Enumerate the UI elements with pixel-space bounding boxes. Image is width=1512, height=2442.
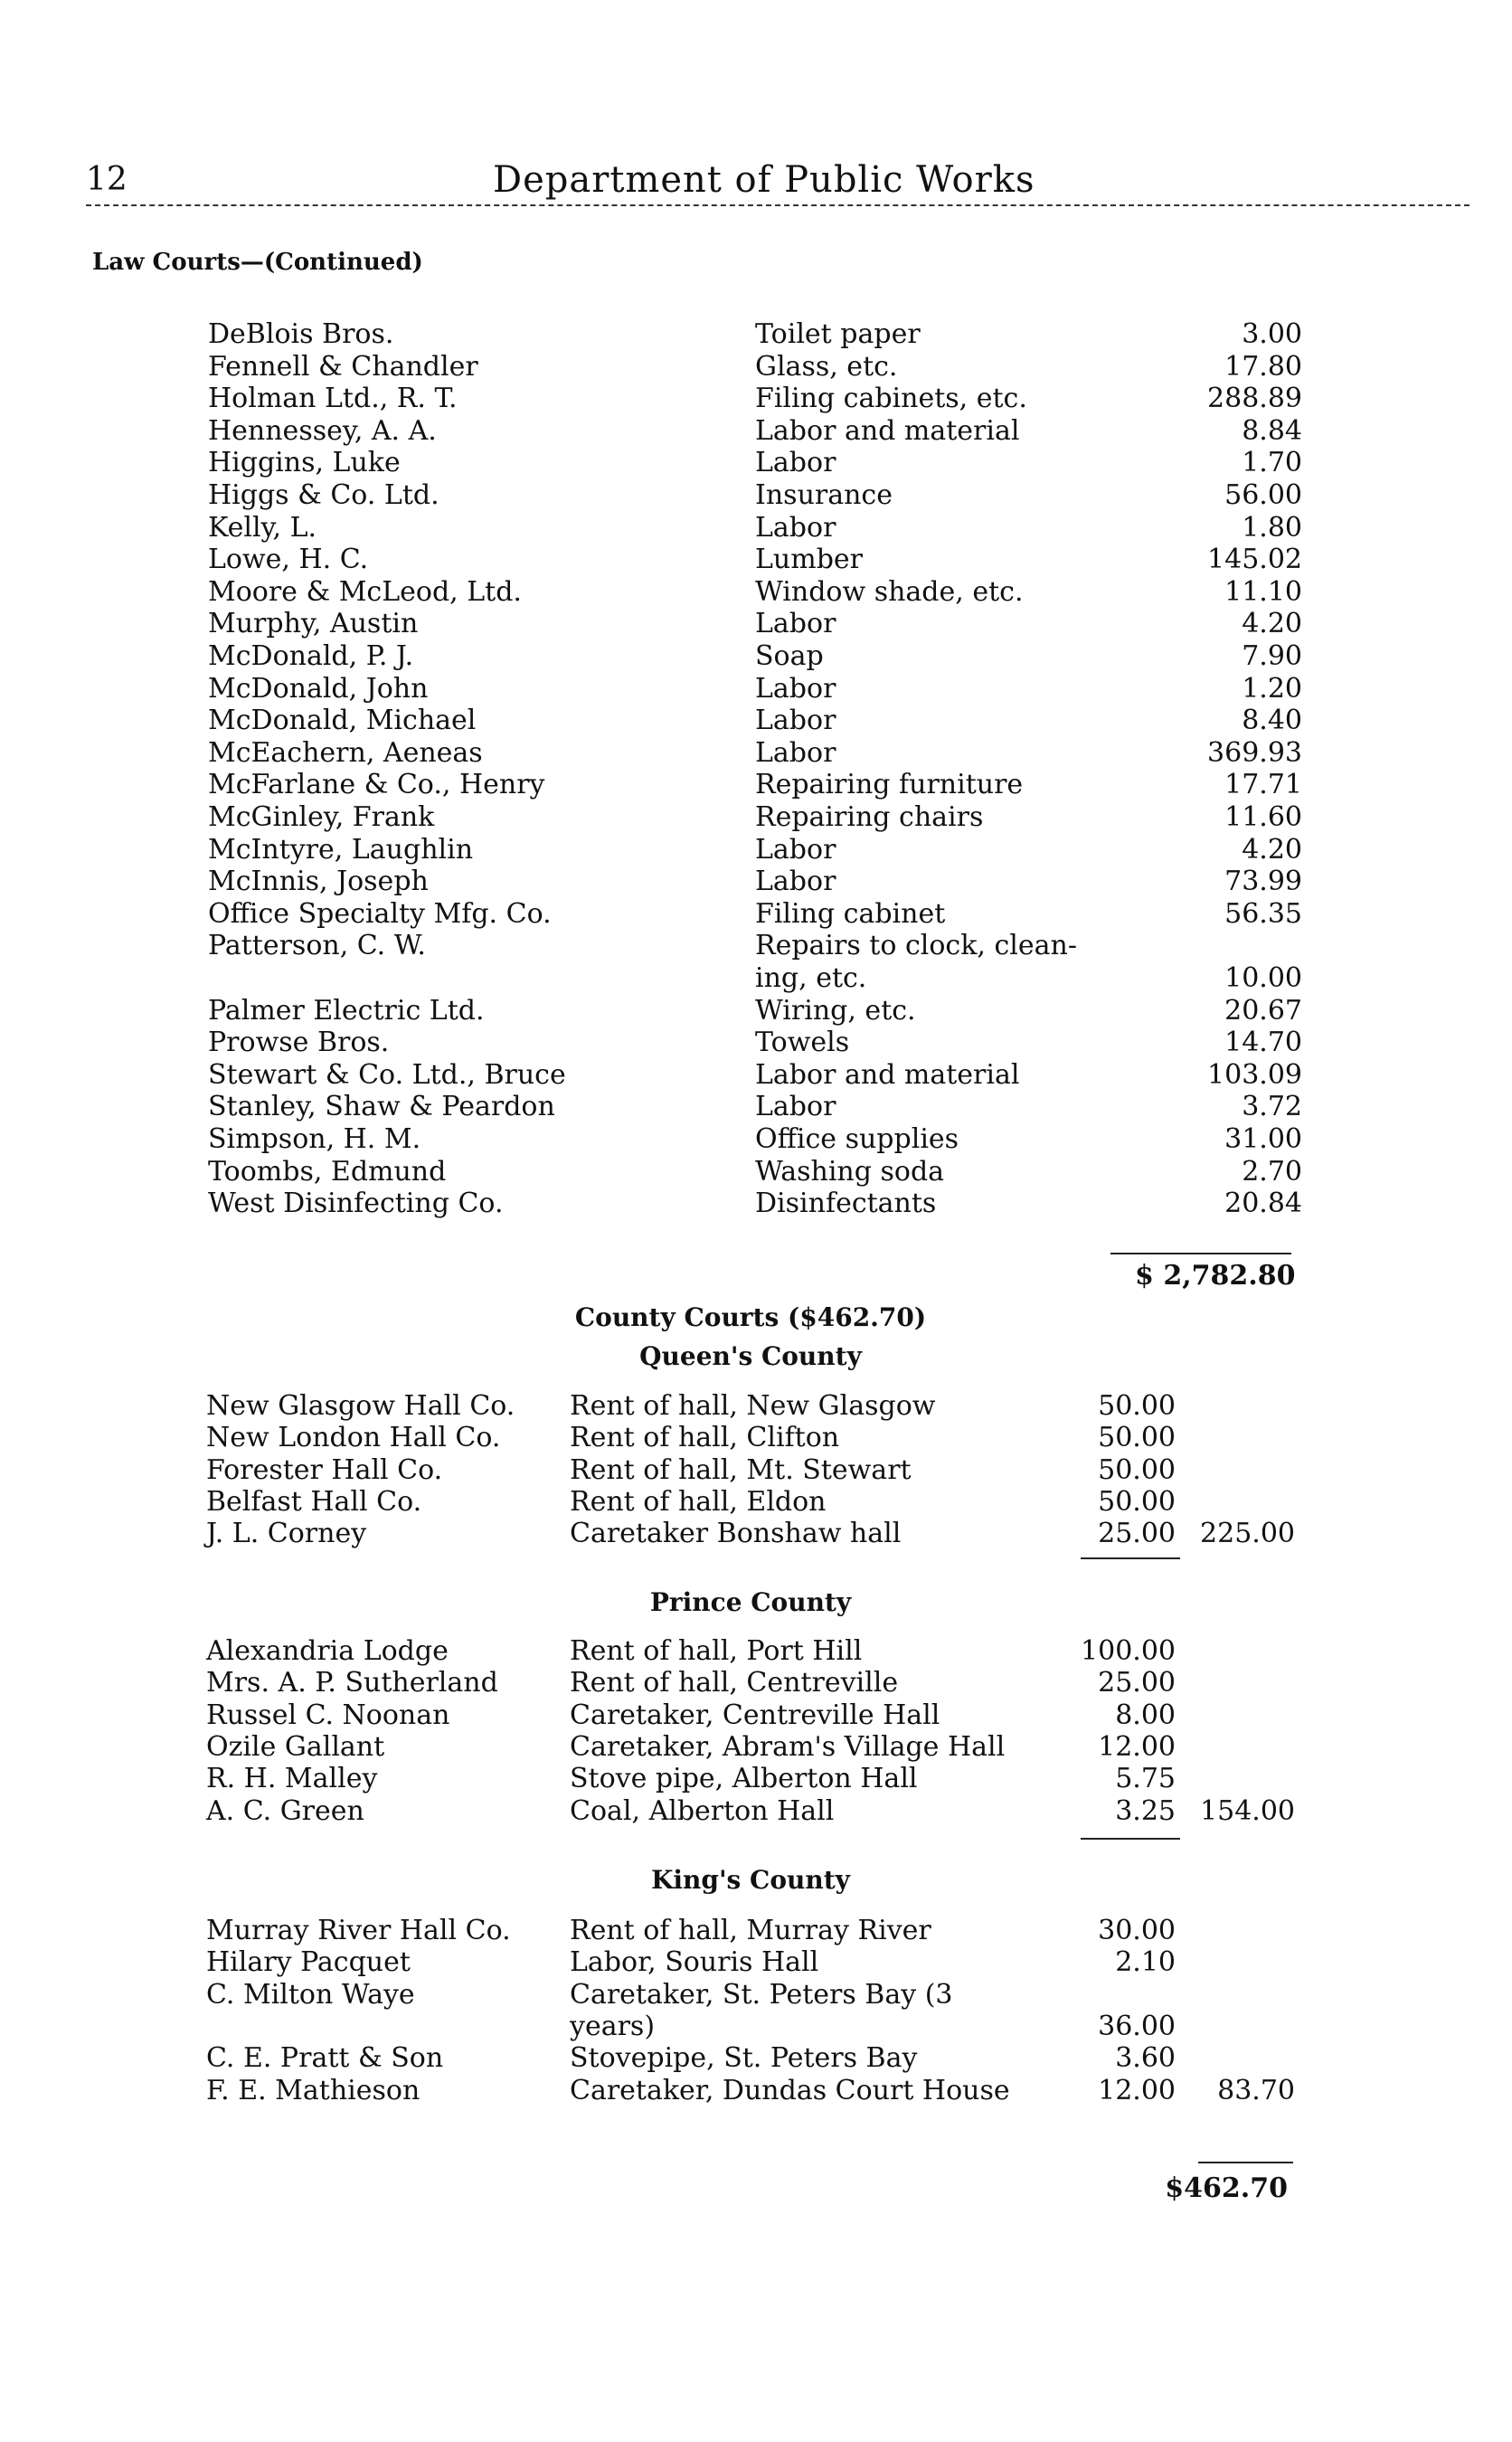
item-description: Toilet paper [755,318,921,350]
amount: 12.00 [1098,1730,1176,1763]
payee-name: Forester Hall Co. [206,1453,443,1486]
payee-name: Higgins, Luke [208,447,401,479]
item-description: Soap [755,640,824,672]
payee-name: New Glasgow Hall Co. [206,1390,515,1422]
item-description: Window shade, etc. [755,575,1024,608]
amount: 3.00 [1242,318,1302,350]
amount: 30.00 [1098,1915,1176,1946]
amount: 10.00 [1224,962,1302,994]
payee-name: McDonald, P. J. [208,640,414,672]
item-description: Caretaker, Centreville Hall [570,1699,940,1731]
item-description: Labor and material [755,414,1020,447]
county-courts-title: County Courts ($462.70) [574,1302,927,1332]
payee-name: Toombs, Edmund [208,1155,447,1188]
payee-name: F. E. Mathieson [206,2074,421,2106]
expense-row [0,608,1512,640]
expense-row [0,962,1512,995]
item-description: Labor [755,672,836,705]
payee-name: DeBlois Bros. [208,318,394,350]
header-rule [86,204,1469,206]
amount: 1.70 [1242,447,1302,479]
expense-row [0,866,1512,898]
expense-row [0,1059,1512,1092]
amount: 2.10 [1115,1946,1176,1979]
amount: 103.09 [1207,1058,1302,1091]
expense-row [0,1123,1512,1156]
county-title: King's County [651,1865,850,1895]
expense-row [0,640,1512,673]
amount: 8.84 [1242,414,1302,447]
county-row [0,1486,1512,1519]
item-description: Labor [755,833,836,866]
amount: 12.00 [1098,2074,1176,2106]
payee-name: Holman Ltd., R. T. [208,383,458,415]
amount: 56.35 [1224,897,1302,930]
county-subtotal-rule [1081,1557,1180,1559]
page-title: Department of Public Works [493,159,1035,201]
amount: 17.80 [1224,350,1302,383]
payee-name: Stanley, Shaw & Peardon [208,1091,555,1123]
item-description: ing, etc. [755,962,867,994]
law-total-rule [1110,1253,1291,1254]
county-row [0,1915,1512,1947]
item-description: Labor [755,447,836,479]
amount: 25.00 [1098,1667,1176,1699]
item-description: Towels [755,1027,850,1059]
payee-name: Kelly, L. [208,511,317,544]
payee-name: J. L. Corney [206,1518,367,1550]
amount: 17.71 [1224,769,1302,801]
item-description: Stovepipe, St. Peters Bay [570,2042,918,2075]
item-description: Rent of hall, Clifton [570,1422,840,1454]
payee-name: Alexandria Lodge [206,1635,449,1667]
expense-row [0,544,1512,576]
item-description: Caretaker, Dundas Court House [570,2074,1010,2106]
item-description: Caretaker, St. Peters Bay (3 [570,1978,953,2011]
payee-name: Hilary Pacquet [206,1946,411,1979]
amount: 5.75 [1115,1763,1176,1795]
expense-row [0,1156,1512,1188]
item-description: Rent of hall, Murray River [570,1915,931,1946]
expense-row [0,801,1512,834]
amount: 50.00 [1098,1390,1176,1422]
amount: 50.00 [1098,1453,1176,1486]
payee-name: Office Specialty Mfg. Co. [208,897,552,930]
amount: 56.00 [1224,479,1302,511]
payee-name: Mrs. A. P. Sutherland [206,1667,498,1699]
payee-name: C. Milton Waye [206,1978,415,2011]
payee-name: Simpson, H. M. [208,1123,421,1155]
payee-name: Higgs & Co. Ltd. [208,479,439,511]
payee-name: New London Hall Co. [206,1422,501,1454]
item-description: Rent of hall, Port Hill [570,1635,863,1667]
section-title: Law Courts—(Continued) [92,249,423,276]
amount: 20.67 [1224,994,1302,1027]
amount: 7.90 [1242,640,1302,672]
amount: 100.00 [1081,1635,1176,1667]
payee-name: McFarlane & Co., Henry [208,769,545,801]
county-subtotal: 83.70 [1217,2074,1295,2106]
county-courts-total: $462.70 [1165,2172,1288,2204]
amount: 1.80 [1242,511,1302,544]
county-title: Prince County [649,1587,852,1617]
payee-name: Belfast Hall Co. [206,1485,422,1518]
expense-row [0,1027,1512,1059]
amount: 14.70 [1224,1027,1302,1059]
expense-row [0,673,1512,705]
amount: 36.00 [1098,2010,1176,2042]
amount: 50.00 [1098,1485,1176,1518]
payee-name: Stewart & Co. Ltd., Bruce [208,1058,566,1091]
payee-name: Prowse Bros. [208,1027,390,1059]
expense-row [0,383,1512,415]
payee-name: C. E. Pratt & Son [206,2042,444,2075]
item-description: Lumber [755,544,863,576]
amount: 3.25 [1115,1794,1176,1827]
county-row [0,1946,1512,1979]
item-description: Insurance [755,479,893,511]
expense-row [0,576,1512,609]
expense-row [0,512,1512,544]
county-row [0,1667,1512,1699]
item-description: Filing cabinets, etc. [755,383,1027,415]
expense-row [0,898,1512,931]
expense-row [0,769,1512,801]
amount: 3.72 [1242,1091,1302,1123]
expense-row [0,737,1512,770]
amount: 4.20 [1242,608,1302,640]
county-subtotal: 225.00 [1200,1518,1295,1550]
item-description: Stove pipe, Alberton Hall [570,1763,918,1795]
expense-row [0,995,1512,1027]
item-description: Glass, etc. [755,350,898,383]
item-description: Repairing chairs [755,801,984,833]
payee-name: McIntyre, Laughlin [208,833,474,866]
expense-row [0,1188,1512,1220]
item-description: Labor [755,608,836,640]
payee-name: Patterson, C. W. [208,930,426,962]
county-row [0,1390,1512,1423]
item-description: Caretaker, Abram's Village Hall [570,1730,1006,1763]
amount: 288.89 [1207,383,1302,415]
item-description: Rent of hall, Eldon [570,1485,827,1518]
payee-name: Hennessey, A. A. [208,414,437,447]
amount: 8.00 [1115,1699,1176,1731]
payee-name: McDonald, Michael [208,705,477,737]
payee-name: McEachern, Aeneas [208,736,483,769]
item-description: Coal, Alberton Hall [570,1794,835,1827]
amount: 25.00 [1098,1518,1176,1550]
item-description: Labor [755,705,836,737]
county-row [0,1635,1512,1668]
item-description: Filing cabinet [755,897,946,930]
amount: 1.20 [1242,672,1302,705]
expense-row [0,834,1512,866]
payee-name: McInnis, Joseph [208,866,429,898]
page-number: 12 [86,161,128,198]
payee-name: Palmer Electric Ltd. [208,994,485,1027]
payee-name: Murphy, Austin [208,608,419,640]
item-description: Washing soda [755,1155,945,1188]
amount: 8.40 [1242,705,1302,737]
county-row [0,1731,1512,1764]
item-description: Office supplies [755,1123,959,1155]
item-description: Repairs to clock, clean- [755,930,1077,962]
item-description: Labor, Souris Hall [570,1946,819,1979]
amount: 145.02 [1207,544,1302,576]
payee-name: A. C. Green [206,1794,364,1827]
payee-name: Fennell & Chandler [208,350,478,383]
county-row [0,2042,1512,2075]
county-row [0,1422,1512,1454]
expense-row [0,479,1512,512]
amount: 2.70 [1242,1155,1302,1188]
item-description: Wiring, etc. [755,994,916,1027]
county-total-rule [1198,2162,1293,2163]
payee-name: R. H. Malley [206,1763,378,1795]
item-description: Labor [755,1091,836,1123]
payee-name: Ozile Gallant [206,1730,385,1763]
item-description: Labor [755,866,836,898]
county-row [0,1763,1512,1795]
payee-name: McDonald, John [208,672,429,705]
amount: 50.00 [1098,1422,1176,1454]
item-description: Disinfectants [755,1188,937,1220]
item-description: Rent of hall, New Glasgow [570,1390,936,1422]
amount: 11.10 [1224,575,1302,608]
amount: 3.60 [1115,2042,1176,2075]
payee-name: Moore & McLeod, Ltd. [208,575,522,608]
county-row [0,2011,1512,2043]
item-description: Repairing furniture [755,769,1024,801]
expense-row [0,1091,1512,1123]
item-description: Rent of hall, Centreville [570,1667,899,1699]
amount: 4.20 [1242,833,1302,866]
item-description: Rent of hall, Mt. Stewart [570,1453,912,1486]
county-subtotal-rule [1081,1838,1180,1840]
item-description: Caretaker Bonshaw hall [570,1518,902,1550]
amount: 369.93 [1207,736,1302,769]
expense-row [0,930,1512,962]
payee-name: Lowe, H. C. [208,544,369,576]
law-courts-total: $ 2,782.80 [1135,1260,1296,1292]
payee-name: Russel C. Noonan [206,1699,450,1731]
item-description: years) [570,2010,656,2042]
expense-row [0,351,1512,383]
amount: 11.60 [1224,801,1302,833]
county-row [0,1979,1512,2011]
amount: 20.84 [1224,1188,1302,1220]
expense-row [0,415,1512,448]
county-row [0,1454,1512,1487]
expense-row [0,447,1512,479]
payee-name: Murray River Hall Co. [206,1915,511,1946]
county-subtotal: 154.00 [1200,1794,1295,1827]
item-description: Labor [755,736,836,769]
expense-row [0,318,1512,351]
item-description: Labor and material [755,1058,1020,1091]
item-description: Labor [755,511,836,544]
payee-name: McGinley, Frank [208,801,435,833]
amount: 31.00 [1224,1123,1302,1155]
county-title: Queen's County [639,1341,862,1371]
county-row [0,1699,1512,1732]
payee-name: West Disinfecting Co. [208,1188,504,1220]
amount: 73.99 [1224,866,1302,898]
expense-row [0,705,1512,737]
